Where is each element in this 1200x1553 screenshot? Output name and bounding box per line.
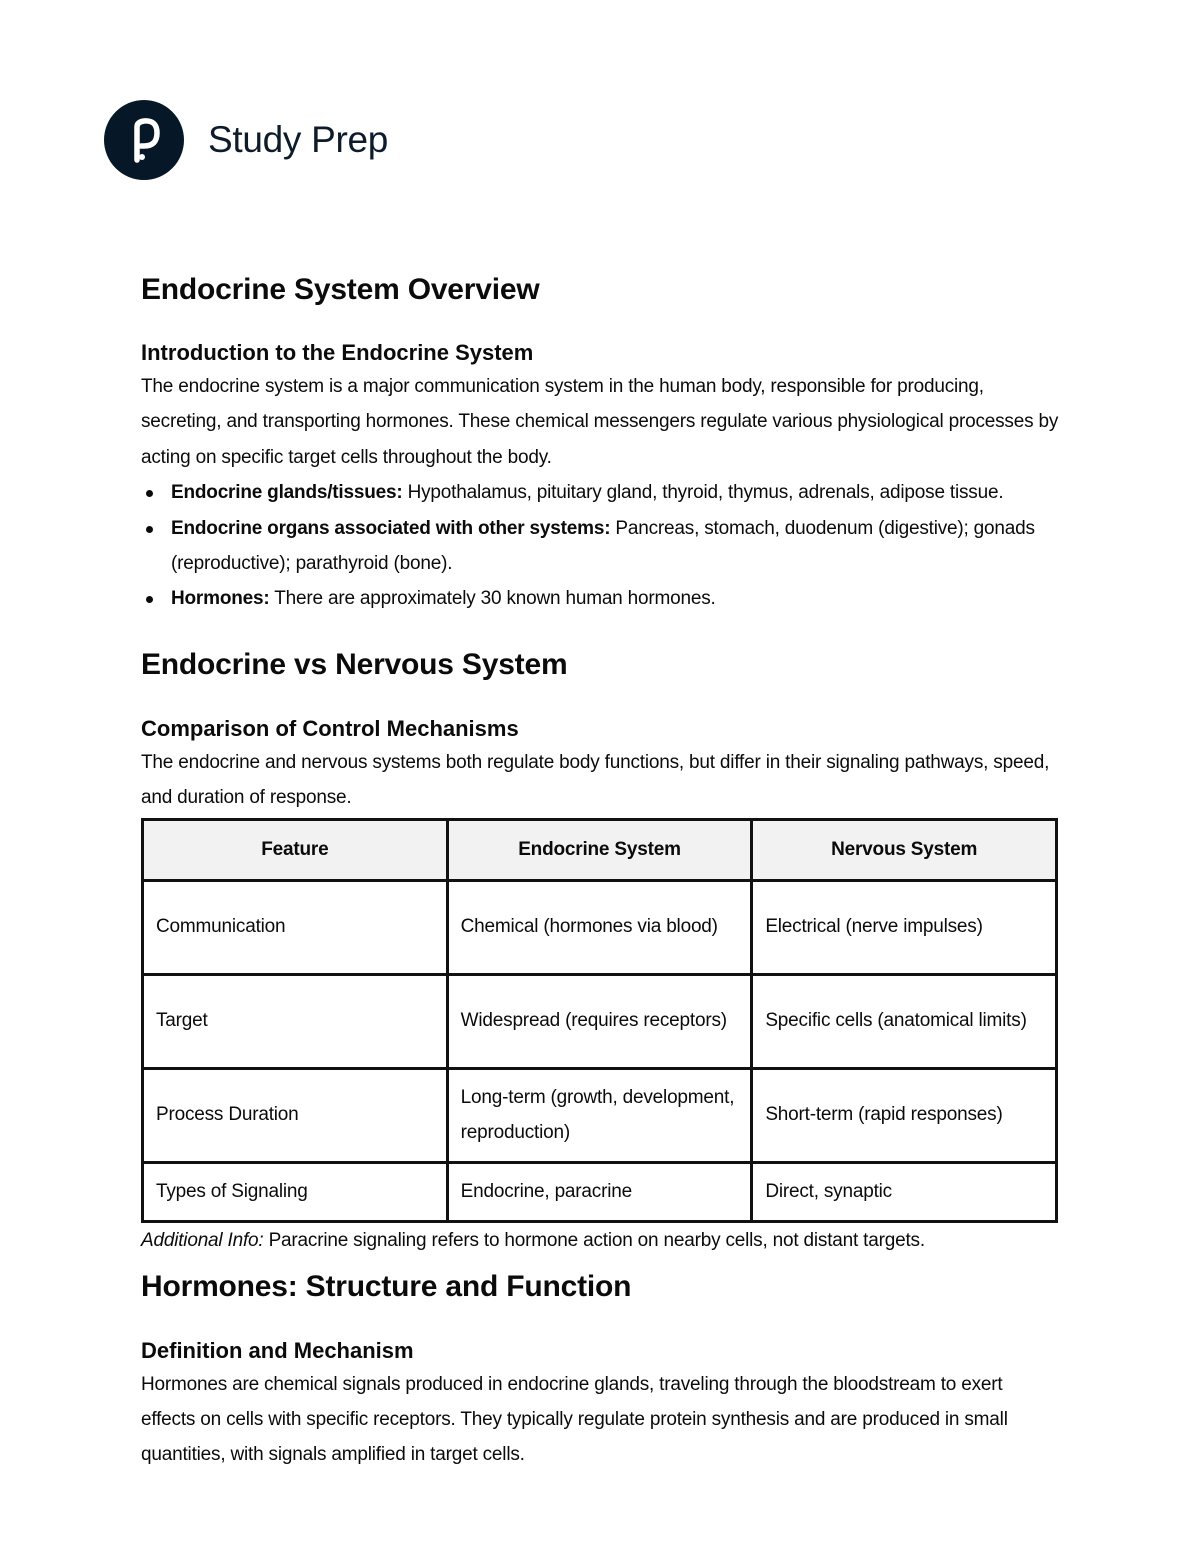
- table-cell: Specific cells (anatomical limits): [752, 974, 1057, 1068]
- table-cell: Short-term (rapid responses): [752, 1068, 1057, 1162]
- overview-bullet-list: [141, 475, 1061, 617]
- note-text: Paracrine signaling refers to hormone action on nearby cells, not distant targets.: [263, 1229, 925, 1251]
- subsection-title-introduction: Introduction to the Endocrine System: [141, 340, 534, 365]
- table-header-cell: Feature: [143, 819, 448, 880]
- hormones-paragraph: Hormones are chemical signals produced in endocrine glands, traveling through the bloodstream to exert effects on cells with specific receptors. They typically regulate protein synthesis and are produced in small quantities, with signals amplified in target cells.: [141, 1373, 1008, 1466]
- document-content: [141, 268, 1061, 1473]
- table-cell: Types of Signaling: [143, 1162, 448, 1221]
- table-cell: Widespread (requires receptors): [447, 974, 752, 1068]
- brand-name: Study Prep: [208, 119, 389, 160]
- section-title-overview: Endocrine System Overview: [141, 273, 540, 306]
- table-cell: Communication: [143, 880, 448, 974]
- subsection-title-control-mechanisms: Comparison of Control Mechanisms: [141, 715, 519, 741]
- table-header-cell: Endocrine System: [447, 819, 752, 880]
- section-title-hormones: Hormones: Structure and Function: [141, 1269, 632, 1303]
- table-cell: Target: [143, 974, 448, 1068]
- list-item: Endocrine organs associated with other systems: Pancreas, stomach, duodenum (digestive); gonads (reproductive); parathyroid (bone).: [171, 511, 1061, 582]
- table-cell: Direct, synaptic: [752, 1162, 1057, 1221]
- table-header-row: [143, 819, 1057, 880]
- table-row: [143, 1162, 1057, 1221]
- list-item: Hormones: There are approximately 30 known human hormones.: [171, 581, 1061, 616]
- table-cell: Long-term (growth, development, reproduction): [447, 1068, 752, 1162]
- intro-paragraph: The endocrine system is a major communication system in the human body, responsible for producing, secreting, and transporting hormones. These chemical messengers regulate various physiological processes by acting on specific target cells throughout the body.: [141, 376, 1059, 468]
- table-header-cell: Nervous System: [752, 819, 1057, 880]
- table-cell: Electrical (nerve impulses): [752, 880, 1057, 974]
- table-cell: Endocrine, paracrine: [447, 1162, 752, 1221]
- list-item: Endocrine glands/tissues: Hypothalamus, pituitary gland, thyroid, thymus, adrenals, adipose tissue.: [171, 475, 1061, 510]
- additional-info-note: [141, 1223, 1061, 1258]
- subsection-title-definition: Definition and Mechanism: [141, 1337, 414, 1363]
- comparison-paragraph: The endocrine and nervous systems both regulate body functions, but differ in their signaling pathways, speed, and duration of response.: [141, 751, 1050, 809]
- table-cell: Process Duration: [143, 1068, 448, 1162]
- table-cell: Chemical (hormones via blood): [447, 880, 752, 974]
- table-row: [143, 880, 1057, 974]
- section-title-comparison: Endocrine vs Nervous System: [141, 647, 568, 681]
- comparison-table: [141, 818, 1058, 1223]
- table-row: [143, 974, 1057, 1068]
- brand-header: [104, 100, 388, 180]
- note-label: Additional Info:: [141, 1229, 264, 1251]
- pearson-p-logo-icon: [104, 100, 184, 180]
- table-row: [143, 1068, 1057, 1162]
